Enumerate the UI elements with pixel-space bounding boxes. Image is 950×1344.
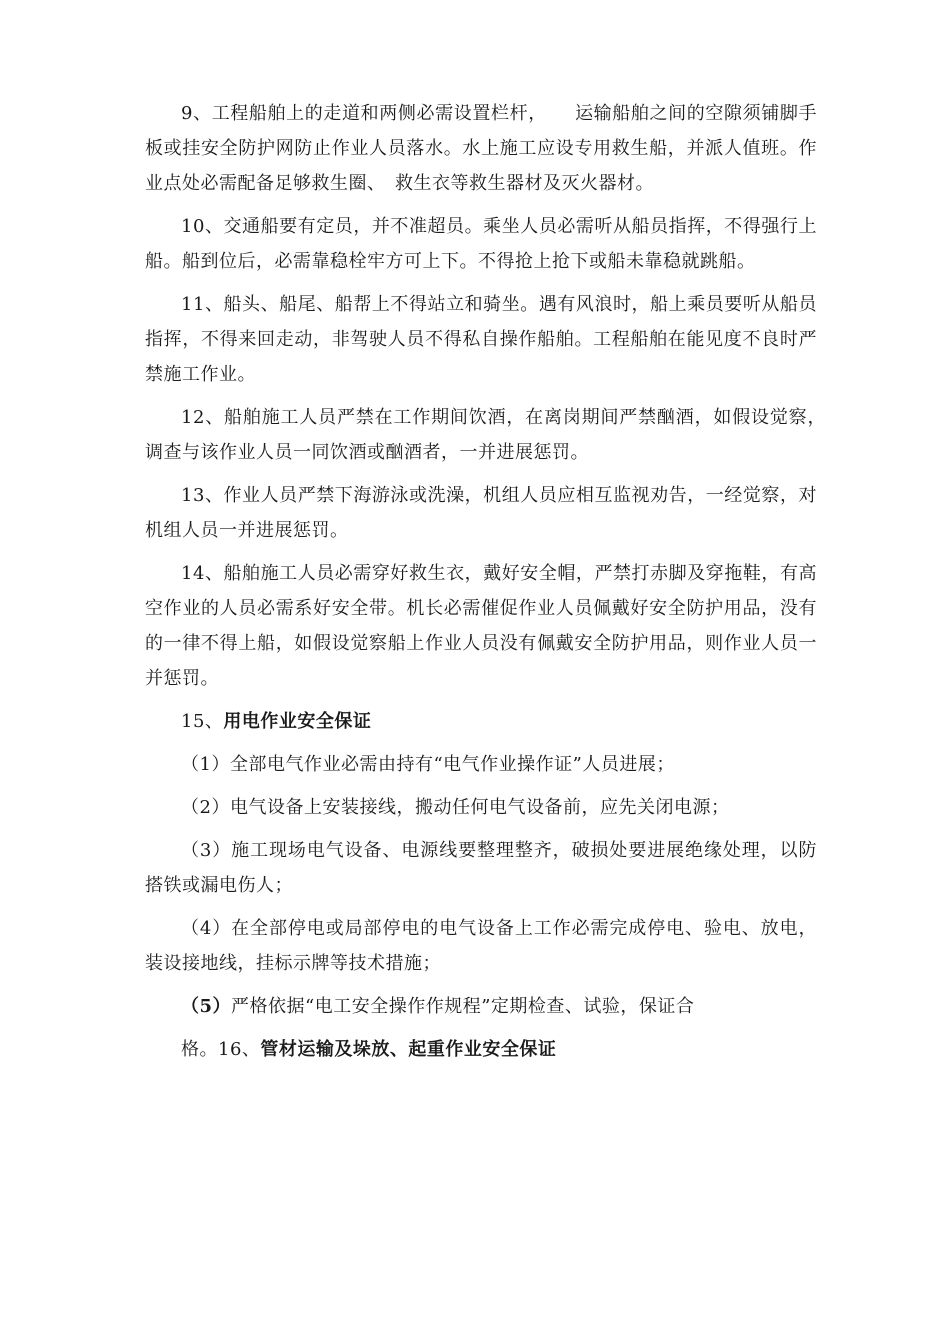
paragraph-9: 9、工程船舶上的走道和两侧必需设置栏杆， 运输船舶之间的空隙须铺脚手板或挂安全防护网防止作业人员落水。水上施工应设专用救生船，并派人值班。作业点处必需配备足够救生圈、 救生衣等救生器材及灭火器材。 xyxy=(145,103,817,194)
section-16-prefix: 格。16、 xyxy=(181,1039,261,1060)
section-15-title: 用电作业安全保证 xyxy=(223,711,372,732)
paragraph-14: 14、船舶施工人员必需穿好救生衣，戴好安全帽，严禁打赤脚及穿拖鞋，有高空作业的人员必需系好安全带。机长必需催促作业人员佩戴好安全防护用品，没有的一律不得上船，如假设觉察船上作业人员没有佩戴安全防护用品，则作业人员一并惩罚。 xyxy=(145,563,817,689)
item-2: （2）电气设备上安装接线，搬动任何电气设备前，应先关闭电源； xyxy=(181,797,730,818)
section-16-title: 管材运输及垛放、起重作业安全保证 xyxy=(260,1039,557,1060)
item-3: （3）施工现场电气设备、电源线要整理整齐，破损处要进展绝缘处理，以防搭铁或漏电伤人； xyxy=(145,840,817,896)
item-4: （4）在全部停电或局部停电的电气设备上工作必需完成停电、验电、放电，装设接地线，挂标示牌等技术措施； xyxy=(145,918,817,974)
item-1: （1）全部电气作业必需由持有“电气作业操作证”人员进展； xyxy=(181,754,675,775)
paragraph-12: 12、船舶施工人员严禁在工作期间饮酒，在离岗期间严禁酗酒，如假设觉察， 调查与该作业人员一同饮酒或酗酒者，一并进展惩罚。 xyxy=(145,407,836,463)
section-15-heading xyxy=(145,704,817,739)
item-5 xyxy=(145,989,817,1024)
item-5-marker: （5） xyxy=(181,996,232,1017)
document-page xyxy=(145,96,836,1075)
paragraph-10: 10、交通船要有定员，并不准超员。乘坐人员必需听从船员指挥，不得强行上船。船到位后，必需靠稳栓牢方可上下。不得抢上抢下或船未靠稳就跳船。 xyxy=(145,216,817,272)
paragraph-11: 11、船头、船尾、船帮上不得站立和骑坐。遇有风浪时，船上乘员要听从船员指挥，不得来回走动，非驾驶人员不得私自操作船舶。工程船舶在能见度不良时严禁施工作业。 xyxy=(145,294,817,385)
item-5-text: 严格依据“电工安全操作作规程”定期检查、试验，保证合 xyxy=(231,996,695,1017)
section-16-line xyxy=(145,1032,817,1067)
section-15-number: 15、 xyxy=(181,711,224,732)
paragraph-13: 13、作业人员严禁下海游泳或洗澡，机组人员应相互监视劝告，一经觉察，对机组人员一并进展惩罚。 xyxy=(145,485,817,541)
